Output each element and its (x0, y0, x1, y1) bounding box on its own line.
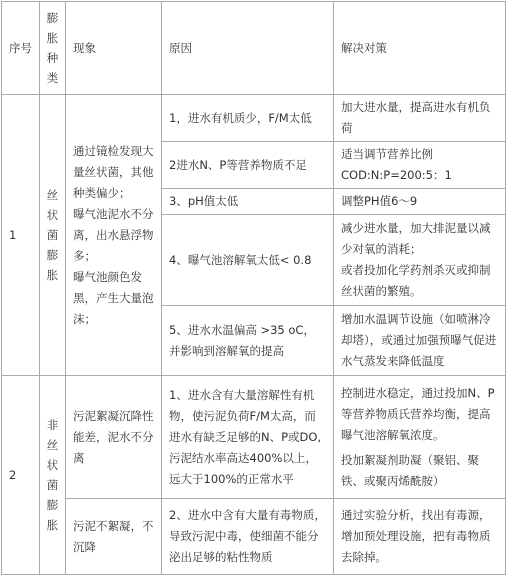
solution-cell (334, 142, 506, 189)
solution-line: 减少进水量，加大排泥量以减少对氧的消耗； (341, 221, 491, 256)
sludge-bulking-table (1, 1, 506, 575)
phenomenon-cell: 污泥不絮凝，不沉降 (66, 499, 162, 575)
header-kind (40, 2, 66, 95)
seq-cell: 1 (2, 95, 40, 376)
header-phenomenon: 现象 (66, 2, 162, 95)
solution-line: COD:N:P=200:5：1 (341, 168, 452, 182)
table-row (2, 95, 506, 142)
phenomenon-cell: 污泥絮凝沉降性能差，泥水不分离 (66, 376, 162, 499)
solution-line: 投加絮凝剂助凝（聚铝、聚铁、或聚丙烯酰胺） (341, 452, 479, 488)
solution-cell (334, 499, 506, 575)
solution-cell (334, 95, 506, 142)
cause-cell: 5、进水水温偏高 >35 oC，并影响到溶解氧的提高 (162, 306, 334, 376)
cause-cell: 2、进水中含有大量有毒物质，导致污泥中毒，使细菌不能分泌出足够的粘性物质 (162, 499, 334, 575)
kind-cell (40, 376, 66, 575)
table-row (2, 376, 506, 499)
solution-cell (334, 376, 506, 499)
table-row (2, 499, 506, 575)
solution-cell (334, 215, 506, 306)
header-cause: 原因 (162, 2, 334, 95)
solution-line: 加大进水量，提高进水有机负荷 (341, 100, 491, 135)
kind-label: 丝状菌膨胀 (46, 187, 59, 282)
cause-cell: 2进水N、P等营养物质不足 (162, 142, 334, 189)
solution-line: 或者投加化学药剂杀灭或抑制丝状菌的繁殖。 (341, 263, 491, 298)
solution-cell (334, 306, 506, 376)
cause-cell: 1、进水含有大量溶解性有机物，使污泥负荷F/M太高，而进水有缺乏足够的N、P或DO,污泥结水率高达400%以上，远大于100%的正常水平 (162, 376, 334, 499)
cause-cell: 1，进水有机质少，F/M太低 (162, 95, 334, 142)
solution-line: 适当调节营养比例 (341, 147, 433, 161)
solution-line: 调整PH值6～9 (341, 194, 418, 208)
header-row (2, 2, 506, 95)
cause-cell: 3、pH值太低 (162, 189, 334, 215)
kind-label: 非丝状菌膨胀 (46, 417, 59, 532)
phenomenon-cell (66, 95, 162, 376)
seq-cell: 2 (2, 376, 40, 575)
solution-line: 通过实验分析，找出有毒源，增加预处理设施，把有毒物质去除掉。 (341, 508, 491, 564)
solution-line: 增加水温调节设施（如喷淋冷却塔），或通过加强预曝气促进水气蒸发来降低温度 (341, 312, 497, 368)
kind-cell (40, 95, 66, 376)
solution-cell (334, 189, 506, 215)
phenomenon-line: 曝气池颜色发黑，产生大量泡沫； (73, 269, 154, 326)
header-solution: 解决对策 (334, 2, 506, 95)
solution-line: 控制进水稳定，通过投加N、P等营养物质氏营养均衡，提高曝气池溶解氧浓度。 (341, 385, 495, 442)
cause-cell: 4、曝气池溶解氧太低< 0.8 (162, 215, 334, 306)
phenomenon-line: 曝气池泥水不分离，出水悬浮物多； (73, 206, 154, 263)
header-seq: 序号 (2, 2, 40, 95)
phenomenon-line: 通过镜检发现大量丝状菌，其他种类偏少； (73, 143, 154, 200)
header-kind-label: 膨胀种类 (46, 11, 59, 85)
